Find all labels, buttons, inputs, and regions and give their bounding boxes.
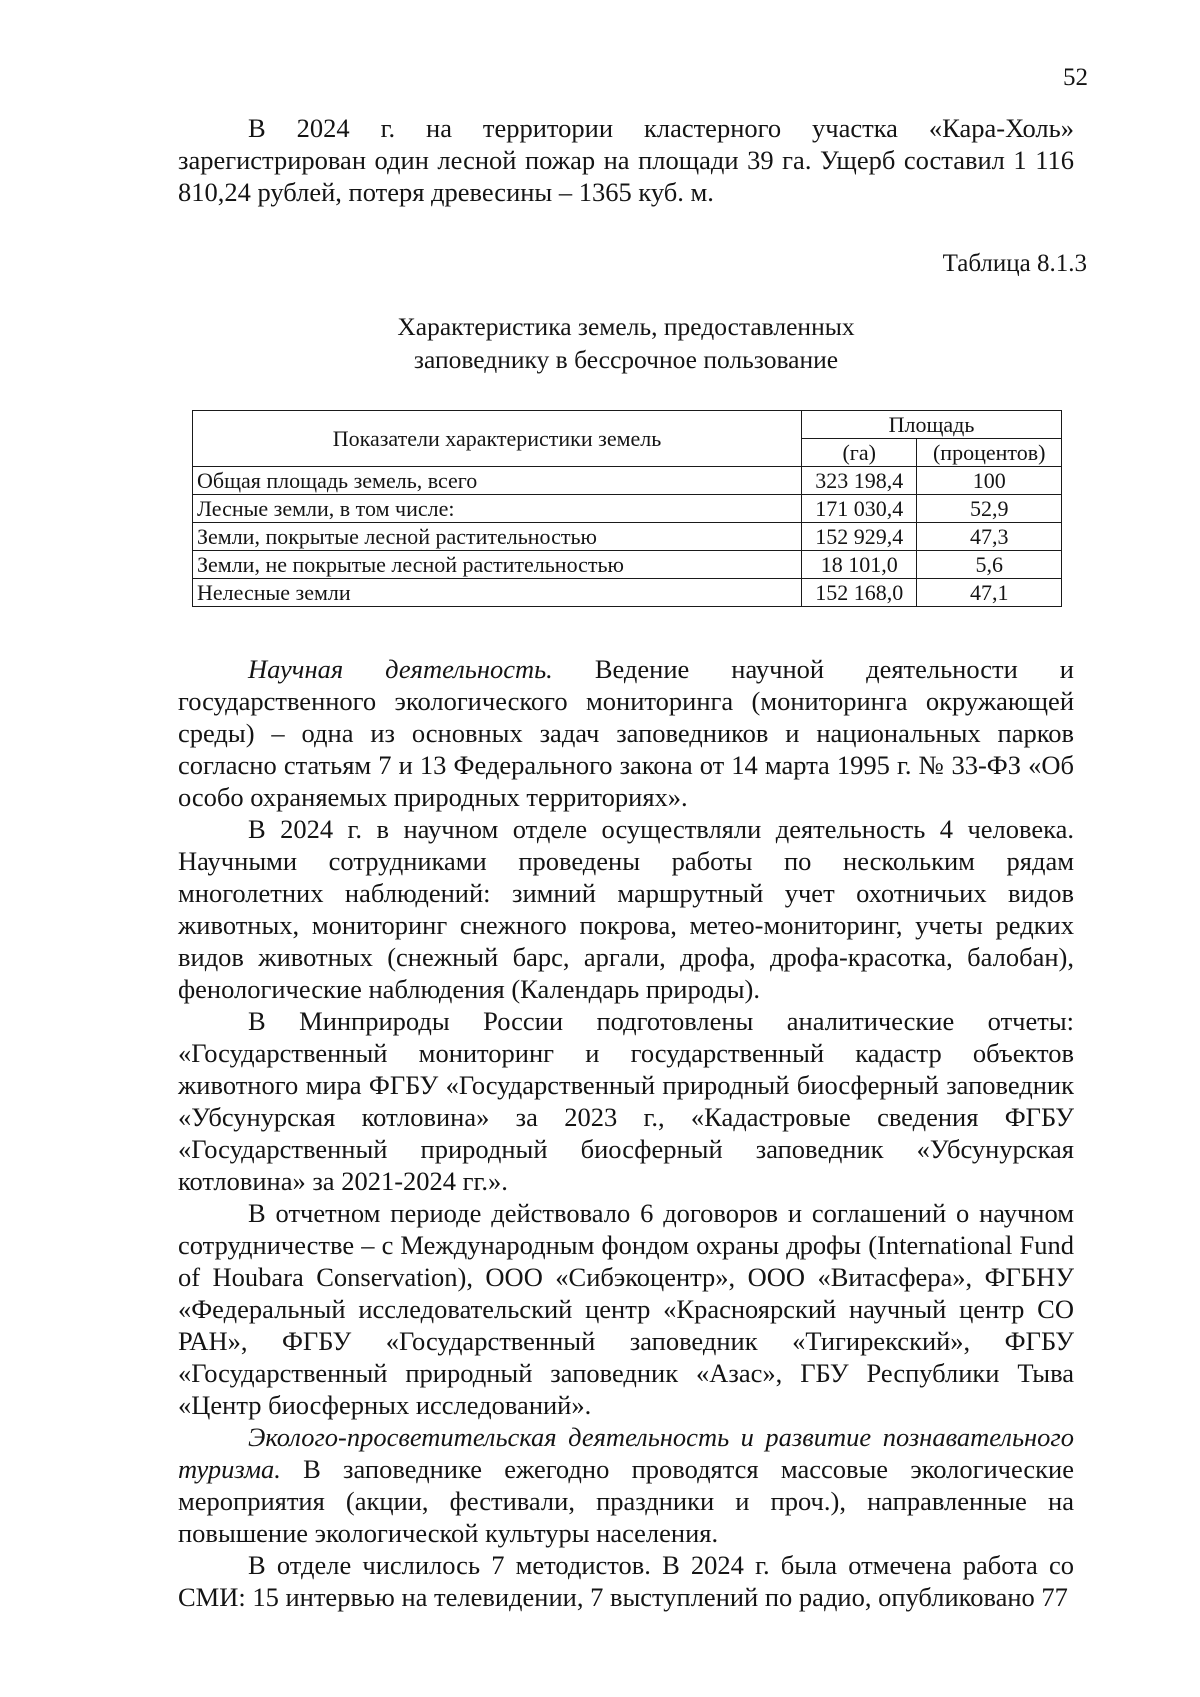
page-number: 52: [1063, 64, 1088, 91]
header-area: Площадь: [802, 411, 1062, 439]
science-heading: Научная деятельность.: [248, 654, 553, 684]
header-percent: (процентов): [917, 439, 1062, 467]
table-row: [193, 523, 1062, 551]
table-row: [193, 579, 1062, 607]
row-percent: 47,3: [917, 523, 1062, 551]
header-hectares: (га): [802, 439, 917, 467]
science-paragraph-3: В Минприроды России подготовлены аналитические отчеты: «Государственный мониторинг и государственный кадастр объектов животного мира ФГБУ «Государственный природный биосферный заповедник «Убсунурская котловина» за 2023 г., «Кадастровые сведения ФГБУ «Государственный природный биосферный заповедник «Убсунурская котловина» за 2021-2024 гг.».: [178, 1006, 1074, 1196]
intro-section: [178, 112, 1074, 208]
header-indicator: Показатели характеристики земель: [193, 411, 802, 467]
row-indicator: Лесные земли, в том числе:: [193, 495, 802, 523]
table-title-line-2: заповеднику в бессрочное пользование: [413, 345, 839, 374]
science-paragraph-2: В 2024 г. в научном отделе осуществляли деятельность 4 человека. Научными сотрудниками проведены работы по нескольким рядам многолетних наблюдений: зимний маршрутный учет охотничьих видов животных, мониторинг снежного покрова, метео-мониторинг, учеты редких видов животных (снежный барс, аргали, дрофа, дрофа-красотка, балобан), фенологические наблюдения (Календарь природы).: [178, 814, 1074, 1004]
row-indicator: Нелесные земли: [193, 579, 802, 607]
row-percent: 47,1: [917, 579, 1062, 607]
row-indicator: Земли, покрытые лесной растительностью: [193, 523, 802, 551]
row-hectares: 323 198,4: [802, 467, 917, 495]
education-paragraph-1-text: В заповеднике ежегодно проводятся массовые экологические мероприятия (акции, фестивали, праздники и проч.), направленные на повышение экологической культуры населения.: [178, 1454, 1074, 1548]
science-paragraph-4: В отчетном периоде действовало 6 договоров и соглашений о научном сотрудничестве – с Международным фондом охраны дрофы (International Fund of Houbara Conservation), ООО «Сибэкоцентр», ООО «Витасфера», ФГБНУ «Федеральный исследовательский центр «Красноярский научный центр СО РАН», ФГБУ «Государственный заповедник «Тигирекский», ФГБУ «Государственный природный заповедник «Азас», ГБУ Республики Тыва «Центр биосферных исследований».: [178, 1198, 1074, 1420]
row-percent: 100: [917, 467, 1062, 495]
row-hectares: 152 168,0: [802, 579, 917, 607]
row-hectares: 18 101,0: [802, 551, 917, 579]
row-percent: 52,9: [917, 495, 1062, 523]
table-row: [193, 551, 1062, 579]
table-title-line-1: Характеристика земель, предоставленных: [397, 312, 855, 341]
science-paragraph-1: [178, 653, 1074, 813]
education-heading: Эколого-просветительская деятельность и развитие познавательного туризма.: [178, 1422, 1074, 1484]
body-text: [178, 653, 1074, 1613]
table-label: Таблица 8.1.3: [942, 250, 1087, 277]
row-hectares: 152 929,4: [802, 523, 917, 551]
education-paragraph-2: В отделе числилось 7 методистов. В 2024 г. была отмечена работа со СМИ: 15 интервью на телевидении, 7 выступлений по радио, опубликовано 77: [178, 1550, 1074, 1612]
row-indicator: Земли, не покрытые лесной растительностью: [193, 551, 802, 579]
row-hectares: 171 030,4: [802, 495, 917, 523]
table-row: [193, 467, 1062, 495]
table-title: [178, 310, 1074, 376]
land-characteristics-table: [192, 410, 1062, 607]
intro-paragraph: В 2024 г. на территории кластерного участка «Кара-Холь» зарегистрирован один лесной пожар на площади 39 га. Ущерб составил 1 116 810,24 рублей, потеря древесины – 1365 куб. м.: [178, 113, 1074, 207]
table-row: [193, 495, 1062, 523]
row-percent: 5,6: [917, 551, 1062, 579]
row-indicator: Общая площадь земель, всего: [193, 467, 802, 495]
science-paragraph-1-text: Ведение научной деятельности и государственного экологического мониторинга (мониторинга окружающей среды) – одна из основных задач заповедников и национальных парков согласно статьям 7 и 13 Федерального закона от 14 марта 1995 г. № 33-ФЗ «Об особо охраняемых природных территориях».: [178, 654, 1074, 812]
education-paragraph-1: [178, 1421, 1074, 1549]
